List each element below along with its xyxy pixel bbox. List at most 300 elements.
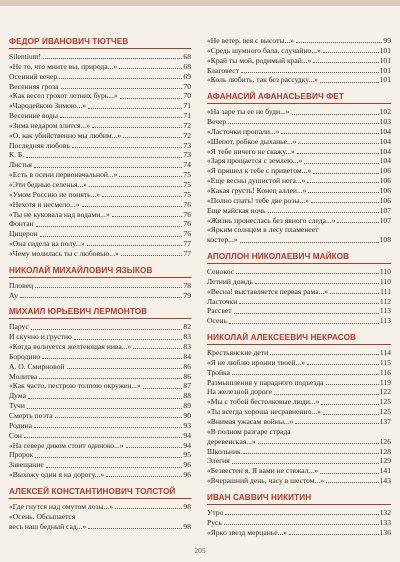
toc-entry[interactable] [9, 431, 191, 441]
toc-entry-page: 70 [183, 91, 191, 101]
toc-entry[interactable] [207, 267, 391, 277]
toc-entry-title: «Чародейкою Зимою...» [9, 101, 87, 111]
dot-leader [92, 127, 182, 128]
dot-leader [229, 323, 379, 324]
toc-entry-page: 99 [383, 36, 391, 45]
toc-page [9, 36, 391, 543]
toc-entry-title: костер...» [207, 235, 238, 245]
dot-leader [304, 163, 378, 164]
toc-entry-title: «Умом Россию не понять...» [9, 189, 101, 199]
dot-leader [28, 398, 182, 399]
toc-entry-title: Ау [9, 290, 18, 300]
dot-leader [119, 176, 182, 177]
toc-entry-page: 76 [183, 209, 191, 219]
toc-entry[interactable] [207, 306, 391, 316]
dot-leader [311, 202, 379, 203]
toc-section [207, 251, 391, 326]
toc-entry[interactable] [9, 381, 191, 391]
toc-entry[interactable] [207, 407, 391, 417]
dot-leader [255, 283, 379, 284]
toc-entry-title: Тучи [9, 401, 25, 411]
toc-entry-page: 133 [379, 517, 391, 527]
toc-entry-page: 71 [183, 101, 191, 111]
toc-entry-title: Silentium! [9, 52, 42, 61]
toc-entry-title-line: «Ярким солнцем в лесу пламенеет [207, 225, 319, 235]
toc-entry-title: Рассвет [207, 306, 232, 316]
toc-entry-page: 71 [183, 111, 191, 121]
dot-leader [102, 196, 182, 197]
dot-leader [241, 72, 379, 73]
toc-entry[interactable] [207, 56, 391, 66]
dot-leader [295, 423, 378, 424]
toc-entry[interactable] [9, 502, 191, 512]
toc-entry-title: Школьник [207, 446, 241, 456]
toc-section [9, 306, 191, 480]
toc-entry-title: И скучно и грустно [9, 332, 72, 342]
toc-entry-page: 106 [379, 185, 391, 195]
toc-entry[interactable] [207, 287, 391, 297]
toc-entry-title: «Ласточки пропали...» [207, 126, 280, 136]
toc-entry-page: 94 [183, 440, 191, 450]
toc-entry-page: 132 [379, 507, 391, 517]
toc-entry[interactable] [207, 437, 391, 447]
toc-entry-title: «Чему молилась ты с любовью...» [9, 248, 119, 258]
dot-leader [20, 297, 183, 298]
toc-entry-title: «Где гнутся над омутом лозы...» [9, 501, 114, 511]
toc-entry-page: 104 [379, 146, 391, 156]
dot-leader [320, 82, 379, 83]
toc-entry[interactable] [207, 348, 391, 358]
toc-entry-title: Утро [207, 507, 224, 517]
dot-leader [330, 293, 379, 294]
dot-leader [36, 226, 183, 227]
toc-entry[interactable] [207, 176, 391, 186]
toc-entry-page: 101 [379, 55, 391, 65]
dot-leader [323, 414, 379, 415]
toc-entry-title: Благовест [207, 65, 239, 75]
toc-entry-title: «Ты не куковала над водами...» [9, 209, 110, 219]
toc-entry[interactable] [9, 249, 191, 259]
toc-entry[interactable] [9, 82, 191, 92]
dot-leader [143, 388, 183, 389]
author-heading: АЛЕКСЕЙ КОНСТАНТИНОВИЧ ТОЛСТОЙ [9, 486, 191, 499]
toc-entry-page: 104 [379, 156, 391, 166]
dot-leader [297, 153, 379, 154]
toc-entry-page: 68 [183, 61, 191, 71]
toc-entry[interactable] [9, 411, 191, 421]
toc-entry-page: 107 [379, 215, 391, 225]
dot-leader [26, 157, 182, 158]
toc-entry[interactable] [9, 210, 191, 220]
toc-entry[interactable] [9, 111, 191, 121]
toc-entry-title: Сенокос [207, 267, 235, 277]
toc-entry-page: 107 [379, 205, 391, 215]
toc-entry[interactable] [207, 297, 391, 307]
dot-leader [74, 339, 183, 340]
toc-entry[interactable] [9, 180, 191, 190]
toc-entry[interactable] [207, 107, 391, 117]
toc-entry[interactable] [9, 121, 191, 131]
toc-entry-title: «Еще весны душистой нега...» [207, 176, 306, 186]
toc-entry[interactable] [9, 421, 191, 431]
toc-section [207, 492, 391, 538]
toc-entry-page: 116 [379, 367, 391, 377]
toc-section [207, 91, 391, 245]
toc-entry-page: 73 [183, 140, 191, 150]
toc-entry[interactable] [9, 401, 191, 411]
author-heading: НИКОЛАЙ АЛЕКСЕЕВИЧ НЕКРАСОВ [207, 332, 391, 345]
toc-entry-page: 126 [379, 436, 391, 446]
dot-leader [119, 68, 182, 69]
toc-entry[interactable] [207, 137, 391, 147]
toc-entry-page: 75 [183, 170, 191, 180]
toc-entry-page: 98 [183, 521, 191, 531]
dot-leader [43, 58, 182, 59]
toc-entry-page: 128 [379, 446, 391, 456]
toc-entry-title-line: «В полном разгаре страда [207, 426, 291, 436]
toc-entry-page: 101 [379, 75, 391, 85]
dot-leader [31, 329, 183, 330]
toc-entry-title: Вечер [207, 117, 227, 127]
dot-leader [42, 358, 182, 359]
toc-entry-page: 76 [183, 219, 191, 229]
toc-entry[interactable] [9, 52, 191, 62]
toc-entry[interactable] [207, 75, 391, 85]
toc-entry-title: «Мы с тобой бестолковые люди...» [207, 397, 320, 407]
toc-entry[interactable] [9, 150, 191, 160]
toc-entry-page: 94 [183, 430, 191, 440]
toc-entry-title: «Как весел грохот летних бурь...» [9, 91, 118, 101]
toc-entry-page: 101 [379, 45, 391, 55]
toc-entry[interactable] [207, 316, 391, 326]
toc-entry-title: «Вчерашний день, часу в шестом...» [207, 476, 325, 486]
toc-entry-title: «Шепот, робкое дыханье...» [207, 136, 297, 146]
toc-entry-page: 113 [379, 316, 391, 326]
toc-entry-page: 82 [183, 322, 191, 332]
toc-entry[interactable] [9, 190, 191, 200]
dot-leader [88, 108, 182, 109]
toc-entry[interactable] [207, 46, 391, 56]
toc-entry-title: Осень [207, 316, 227, 326]
toc-entry-page: 88 [183, 391, 191, 401]
dot-leader [35, 457, 182, 458]
toc-entry-title: Крестьянские дети [207, 348, 269, 358]
toc-entry[interactable] [207, 447, 391, 457]
dot-leader [281, 133, 378, 134]
toc-entry[interactable] [9, 281, 191, 291]
toc-entry-page: 96 [183, 470, 191, 480]
toc-entry-page: 102 [379, 107, 391, 117]
toc-entry-page: 125 [379, 407, 391, 417]
toc-entry-page: 90 [183, 411, 191, 420]
toc-entry[interactable] [207, 196, 391, 206]
toc-entry-title: «Заря прощается с землею...» [207, 156, 303, 166]
toc-entry-page: 76 [183, 199, 191, 209]
toc-entry-page: 84 [183, 351, 191, 361]
toc-entry-title-line: «Осень. Обсыпается [9, 511, 76, 521]
dot-leader [320, 473, 379, 474]
dot-leader [59, 78, 182, 79]
toc-entry[interactable] [207, 508, 391, 518]
toc-entry[interactable] [9, 322, 191, 332]
toc-entry-title: Элегия [207, 456, 230, 466]
dot-leader [225, 514, 378, 515]
toc-entry[interactable] [207, 277, 391, 287]
toc-entry[interactable] [207, 466, 391, 476]
dot-leader [296, 42, 382, 43]
toc-entry[interactable] [9, 352, 191, 362]
toc-entry[interactable] [9, 72, 191, 82]
dot-leader [61, 88, 183, 89]
toc-entry[interactable] [207, 117, 391, 127]
toc-entry-page: 104 [379, 136, 391, 146]
toc-entry-title: «Полно спать! тебе две розы...» [207, 195, 309, 205]
dot-leader [27, 408, 182, 409]
toc-entry-title: «Эти бедные селенья...» [9, 179, 87, 189]
dot-leader [308, 192, 378, 193]
toc-entry[interactable] [207, 216, 391, 226]
toc-entry-title: Весенняя гроза [9, 81, 59, 91]
toc-entry[interactable] [207, 417, 391, 427]
dot-leader [307, 182, 378, 183]
toc-entry[interactable] [207, 127, 391, 137]
toc-entry-title: «О, как убийственно мы любим...» [9, 130, 122, 140]
toc-entry-page: 110 [379, 267, 391, 277]
toc-entry-page: 112 [379, 296, 391, 306]
toc-entry-page: 103 [379, 117, 391, 127]
toc-entry[interactable] [9, 91, 191, 101]
toc-entry-page: 141 [379, 466, 391, 476]
toc-entry-page: 77 [183, 248, 191, 258]
toc-entry-title: Смерть поэта [9, 411, 53, 420]
dot-leader [268, 212, 379, 213]
toc-entry-title: «Средь шумного бала, случайно...» [207, 45, 321, 55]
toc-entry-title: Фонтан [9, 219, 34, 229]
toc-entry-title: «Жизнь пронеслась без явного следа...» [207, 215, 336, 225]
toc-entry-page: 93 [183, 420, 191, 430]
dot-leader [240, 242, 379, 243]
toc-entry-title: «Когда волнуется желтеющая нива...» [9, 342, 132, 352]
toc-entry-page: 136 [379, 527, 391, 537]
toc-entry-title: Еще майская ночь [207, 205, 266, 215]
toc-entry[interactable] [207, 358, 391, 368]
toc-section [207, 332, 391, 486]
dot-leader [313, 173, 378, 174]
toc-entry-title: Ласточки [207, 296, 238, 306]
toc-entry-page: 110 [379, 276, 391, 286]
dot-leader [234, 313, 379, 314]
dot-leader [274, 394, 379, 395]
toc-entry[interactable] [207, 186, 391, 196]
toc-entry-title: «Внимая ужасам войны...» [207, 417, 294, 426]
toc-entry-page: 115 [379, 357, 391, 367]
toc-entry[interactable] [9, 342, 191, 352]
toc-entry[interactable] [207, 518, 391, 528]
toc-entry[interactable] [207, 397, 391, 407]
dot-leader [133, 348, 182, 349]
toc-entry[interactable] [9, 460, 191, 470]
dot-leader [239, 303, 379, 304]
toc-entry-title: Весенние воды [9, 111, 58, 121]
toc-entry-title: Пророк [9, 450, 34, 460]
toc-entry-title: Дума [9, 391, 27, 401]
toc-entry-title: «Весна! выставляется первая рама...» [207, 286, 329, 296]
toc-entry-page: 75 [183, 179, 191, 189]
dot-leader [35, 287, 182, 288]
dot-leader [243, 453, 379, 454]
dot-leader [258, 443, 379, 444]
toc-entry[interactable] [9, 391, 191, 401]
toc-entry-page: 104 [379, 126, 391, 136]
toc-entry-page: 143 [379, 476, 391, 486]
toc-entry[interactable] [207, 387, 391, 397]
toc-entry[interactable] [9, 160, 191, 170]
toc-entry-title: А. О. Смирновой [9, 361, 65, 371]
toc-entry-title: «Я пришел к тебе с приветом...» [207, 166, 312, 176]
toc-entry-title: Цицерон [9, 229, 38, 239]
toc-entry-page: 113 [379, 306, 391, 316]
toc-entry-page: 78 [183, 280, 191, 290]
dot-leader [82, 206, 183, 207]
toc-entry-title: «Ярко звезд мерцанье...» [207, 527, 288, 537]
toc-entry[interactable] [207, 528, 391, 538]
toc-entry[interactable] [9, 522, 191, 532]
dot-leader [232, 463, 379, 464]
toc-entry-title: «Она сидела на полу...» [9, 239, 85, 249]
toc-entry[interactable] [9, 470, 191, 480]
dot-leader [326, 384, 379, 385]
toc-entry-page: 95 [183, 450, 191, 460]
toc-entry-title: Бородино [9, 351, 41, 361]
toc-entry-title: «Есть в осени первоначальной...» [9, 170, 118, 180]
toc-entry-title: «Я не люблю иронии твоей...» [207, 357, 306, 367]
page-number: 205 [194, 546, 206, 555]
dot-leader [120, 98, 183, 99]
toc-entry-page: 76 [183, 229, 191, 239]
dot-leader [123, 137, 182, 138]
dot-leader [89, 186, 182, 187]
dot-leader [24, 437, 182, 438]
toc-entry[interactable] [9, 141, 191, 151]
dot-leader [228, 123, 378, 124]
toc-entry-page: 83 [183, 332, 191, 342]
dot-leader [115, 508, 182, 509]
toc-entry[interactable] [9, 219, 191, 229]
top-band [0, 0, 400, 6]
toc-entry-title: Летний дождь [207, 276, 253, 286]
toc-entry-title: «Безвестен я. Я вами не стяжал...» [207, 466, 318, 476]
dot-leader [126, 447, 183, 448]
toc-entry[interactable] [207, 476, 391, 486]
toc-entry[interactable] [9, 372, 191, 382]
toc-entry[interactable] [207, 368, 391, 378]
toc-entry-page: 119 [379, 377, 391, 387]
toc-entry[interactable] [207, 166, 391, 176]
dot-leader [55, 417, 183, 418]
toc-entry-page: 72 [183, 130, 191, 140]
toc-entry-title: «Ты всегда хороша несравненно...» [207, 407, 321, 417]
toc-entry-title: деревенская...» [207, 436, 256, 446]
dot-leader [34, 427, 182, 428]
toc-entry[interactable] [207, 206, 391, 216]
toc-entry-title: Родина [9, 420, 32, 430]
dot-leader [224, 524, 379, 525]
author-heading: АФАНАСИЙ АФАНАСЬЕВИЧ ФЕТ [207, 91, 391, 104]
toc-entry[interactable] [9, 362, 191, 372]
toc-entry-page: 96 [183, 460, 191, 470]
toc-entry[interactable] [207, 36, 391, 46]
toc-entry[interactable] [207, 147, 391, 157]
toc-entry[interactable] [9, 291, 191, 301]
toc-section [9, 36, 191, 259]
toc-entry-title: «Зима недаром злится...» [9, 120, 91, 130]
author-heading: ФЕДОР ИВАНОВИЧ ТЮТЧЕВ [9, 36, 191, 49]
toc-entry[interactable] [9, 62, 191, 72]
toc-entry-title: «Какая грусть! Конец аллеи...» [207, 185, 307, 195]
toc-section [9, 265, 191, 301]
toc-entry-page: 106 [379, 166, 391, 176]
toc-entry[interactable] [207, 456, 391, 466]
toc-entry-title: «Не ветер, вея с высоты...» [207, 36, 294, 45]
toc-entry-page: 69 [183, 71, 191, 81]
toc-entry[interactable] [207, 66, 391, 76]
dot-leader [337, 222, 378, 223]
toc-entry[interactable] [9, 229, 191, 239]
toc-entry-page: 87 [183, 381, 191, 391]
toc-entry[interactable] [207, 235, 391, 245]
author-heading: НИКОЛАЙ МИХАЙЛОВИЧ ЯЗЫКОВ [9, 265, 191, 278]
dot-leader [323, 52, 379, 53]
toc-entry[interactable] [9, 101, 191, 111]
toc-entry-title: «Нехотя и несмело...» [9, 199, 80, 209]
toc-entry-page: 111 [380, 286, 391, 296]
dot-leader [39, 378, 182, 379]
dot-leader [34, 167, 183, 168]
toc-entry-title: «На заре ты ее не буди...» [207, 107, 290, 117]
toc-entry[interactable] [9, 450, 191, 460]
dot-leader [292, 114, 379, 115]
toc-entry[interactable] [9, 239, 191, 249]
toc-entry-page: 89 [183, 401, 191, 411]
author-heading: АПОЛЛОН НИКОЛАЕВИЧ МАЙКОВ [207, 251, 391, 264]
toc-entry[interactable] [9, 441, 191, 451]
dot-leader [298, 143, 378, 144]
toc-entry-title: На железной дороге [207, 387, 272, 397]
toc-entry-title: весь наш бедный сад...» [9, 521, 87, 531]
dot-leader [289, 534, 379, 535]
toc-entry-page: 106 [379, 176, 391, 186]
toc-entry-title: Парус [9, 322, 29, 332]
toc-entry[interactable] [9, 200, 191, 210]
toc-entry-title: Листья [9, 160, 32, 170]
toc-entry-page: 83 [183, 342, 191, 352]
right-column [207, 36, 391, 543]
toc-entry-title: Завещание [9, 460, 44, 470]
toc-section [9, 486, 191, 532]
dot-leader [121, 255, 183, 256]
toc-entry-title: Молитва [9, 371, 38, 381]
dot-leader [60, 117, 182, 118]
toc-entry[interactable] [9, 131, 191, 141]
toc-entry[interactable] [9, 332, 191, 342]
dot-leader [232, 374, 379, 375]
toc-entry[interactable] [207, 378, 391, 388]
toc-entry-title: «Как часто, пестрою толпою окружен...» [9, 381, 141, 391]
toc-entry[interactable] [207, 156, 391, 166]
dot-leader [46, 467, 183, 468]
dot-leader [88, 528, 182, 529]
toc-entry[interactable] [9, 170, 191, 180]
